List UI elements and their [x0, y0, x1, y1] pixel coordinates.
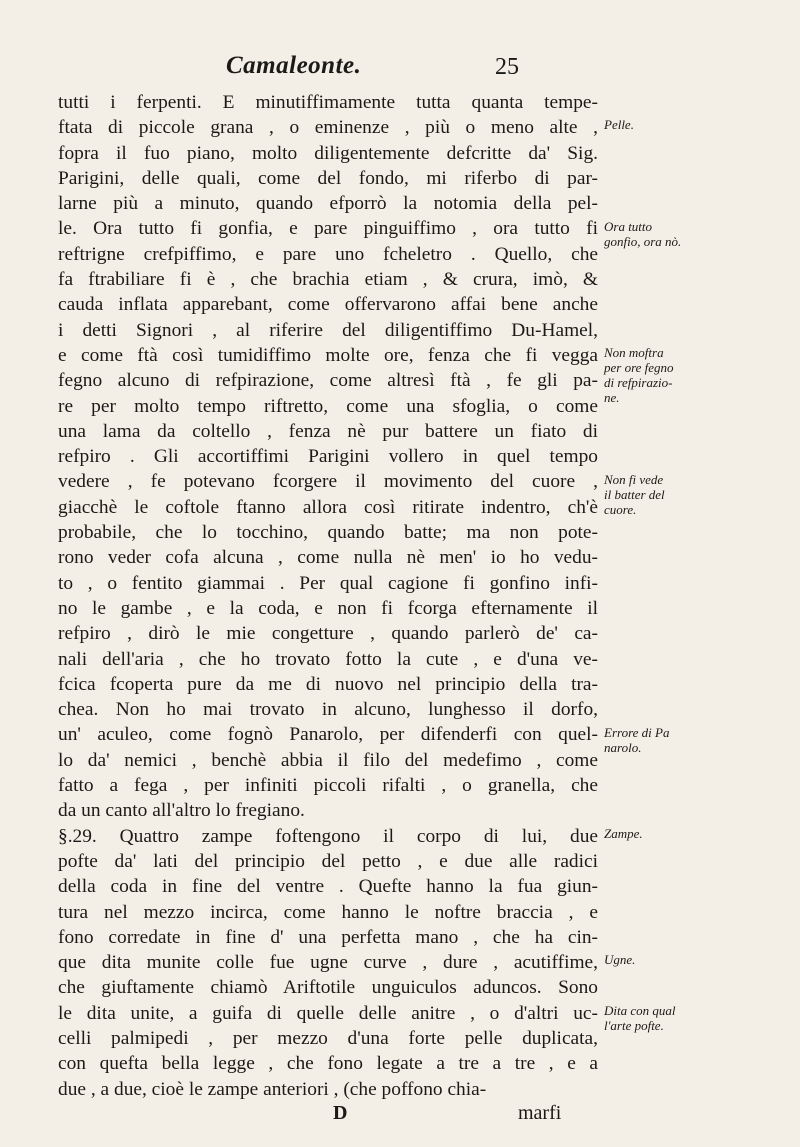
text-line: probabile, che lo tocchino, quando batte; ma non pote-: [58, 522, 598, 544]
text-line: no le gambe , e la coda, e non fi fcorga efternamente il: [58, 597, 598, 619]
text-line: larne più a minuto, quando efporrò la notomia della pel-: [58, 193, 598, 215]
text-line: lo da' nemici , benchè abbia il filo del medefimo , come: [58, 749, 598, 771]
page-header: [0, 52, 800, 92]
text-line: ftata di piccole grana , o eminenze , più o meno alte ,: [58, 117, 598, 139]
text-line: giacchè le coftole ftanno allora così ritirate indentro, ch'è: [58, 496, 598, 518]
margin-note-line: gonfio, ora nò.: [604, 233, 682, 249]
catchword: marfi: [518, 1102, 562, 1124]
margin-note-line: Pelle.: [604, 117, 634, 133]
text-line: un' aculeo, come fognò Panarolo, per difenderfi con quel-: [58, 724, 598, 746]
margin-note-line: Ora tutto: [604, 218, 653, 234]
margin-note-line: Dita con qual: [604, 1002, 676, 1018]
margin-note-line: Non moftra: [604, 345, 664, 360]
text-line: della coda in fine del ventre . Quefte hanno la fua giun-: [58, 876, 598, 898]
text-line: refpiro , dirò le mie congetture , quando parlerò de' ca-: [58, 623, 598, 645]
text-line: pofte da' lati del principio del petto , e due alle radici: [58, 850, 598, 872]
margin-note: [604, 725, 764, 755]
text-line: due , a due, cioè le zampe anteriori , (che poffono chia-: [58, 1078, 487, 1100]
page-number: 25: [495, 54, 519, 80]
text-line: chea. Non ho mai trovato in alcuno, lunghesso il dorfo,: [58, 699, 598, 721]
text-line: da un canto all'altro lo fregiano.: [58, 800, 305, 822]
text-line: le dita unite, a guifa di quelle delle anitre , o d'altri uc-: [58, 1002, 598, 1024]
margin-note-line: il batter del: [604, 486, 665, 502]
text-line: che giuftamente chiamò Ariftotile unguiculos aduncos. Sono: [58, 977, 598, 999]
text-line: nali dell'aria , che ho trovato fotto la cute , e d'una ve-: [58, 648, 598, 670]
running-title: Camaleonte.: [226, 52, 362, 79]
margin-note-line: Errore di Pa: [604, 724, 670, 740]
text-line: refpiro . Gli accortiffimi Parigini vollero in quel tempo: [58, 446, 598, 468]
text-line: §.29. Quattro zampe foftengono il corpo di lui, due: [58, 825, 598, 847]
text-line: reftrigne crefpiffimo, e pare uno fcheletro . Quello, che: [58, 243, 598, 265]
text-line: i detti Signori , al riferire del diligentiffimo Du-Hamel,: [58, 319, 598, 341]
text-line: re per molto tempo riftretto, come una sfoglia, o come: [58, 395, 598, 417]
page-footer: [0, 1102, 800, 1128]
text-line: una lama da coltello , fenza nè pur battere un fiato di: [58, 420, 598, 442]
margin-note-line: per ore fegno: [604, 360, 674, 375]
margin-note: [604, 826, 764, 841]
margin-note-line: Non fi vede: [604, 471, 664, 487]
margin-note-line: Ugne.: [604, 952, 636, 968]
text-line: cauda inflata apparebant, come offervarono affai bene anche: [58, 294, 598, 316]
text-line: celli palmipedi , per mezzo d'una forte pelle duplicata,: [58, 1027, 598, 1049]
text-line: tura nel mezzo incirca, come hanno le noftre braccia , e: [58, 901, 598, 923]
body-text: [58, 90, 598, 1102]
text-line: con quefta bella legge , che fono legate a tre a tre , e a: [58, 1053, 598, 1075]
text-line: fatto a fega , per infiniti piccoli rifalti , o granella, che: [58, 775, 598, 797]
text-line: fegno alcuno di refpirazione, come altresì ftà , fe gli pa-: [58, 370, 598, 392]
margin-note: [604, 345, 764, 405]
margin-note-line: cuore.: [604, 501, 637, 517]
signature-mark: D: [333, 1102, 348, 1124]
text-line: fa ftrabiliare fi è , che brachia etiam , & crura, imò, &: [58, 269, 598, 291]
text-line: que dita munite colle fue ugne curve , dure , acutiffime,: [58, 952, 598, 974]
text-line: fopra il fuo piano, molto diligentemente defcritte da' Sig.: [58, 142, 598, 164]
margin-note-line: ne.: [604, 390, 620, 405]
text-line: rono veder cofa alcuna , come nulla nè men' io ho vedu-: [58, 547, 598, 569]
text-line: Parigini, delle quali, come del fondo, mi riferbo di par-: [58, 167, 598, 189]
text-line: tutti i ferpenti. E minutiffimamente tutta quanta tempe-: [58, 92, 598, 113]
text-line: fono corredate in fine d' una perfetta mano , che ha cin-: [58, 926, 598, 948]
margin-note-line: narolo.: [604, 739, 642, 755]
margin-note-line: Zampe.: [604, 825, 643, 841]
text-line: vedere , fe potevano fcorgere il movimento del cuore ,: [58, 471, 598, 493]
text-line: fcica fcoperta pure da me di nuovo nel principio della tra-: [58, 673, 598, 695]
text-line: to , o fentito giammai . Per qual cagione fi gonfino infi-: [58, 572, 598, 594]
text-line: e come ftà così tumidiffimo molte ore, fenza che fi vegga: [58, 344, 598, 366]
margin-note-line: l'arte pofte.: [604, 1017, 664, 1033]
text-line: le. Ora tutto fi gonfia, e pare pinguiffimo , ora tutto fi: [58, 218, 598, 240]
margin-note-line: di refpirazio-: [604, 375, 673, 390]
margin-note: [604, 472, 764, 517]
margin-note: [604, 952, 764, 967]
margin-note: [604, 117, 764, 132]
margin-note: [604, 219, 764, 249]
margin-note: [604, 1003, 764, 1033]
